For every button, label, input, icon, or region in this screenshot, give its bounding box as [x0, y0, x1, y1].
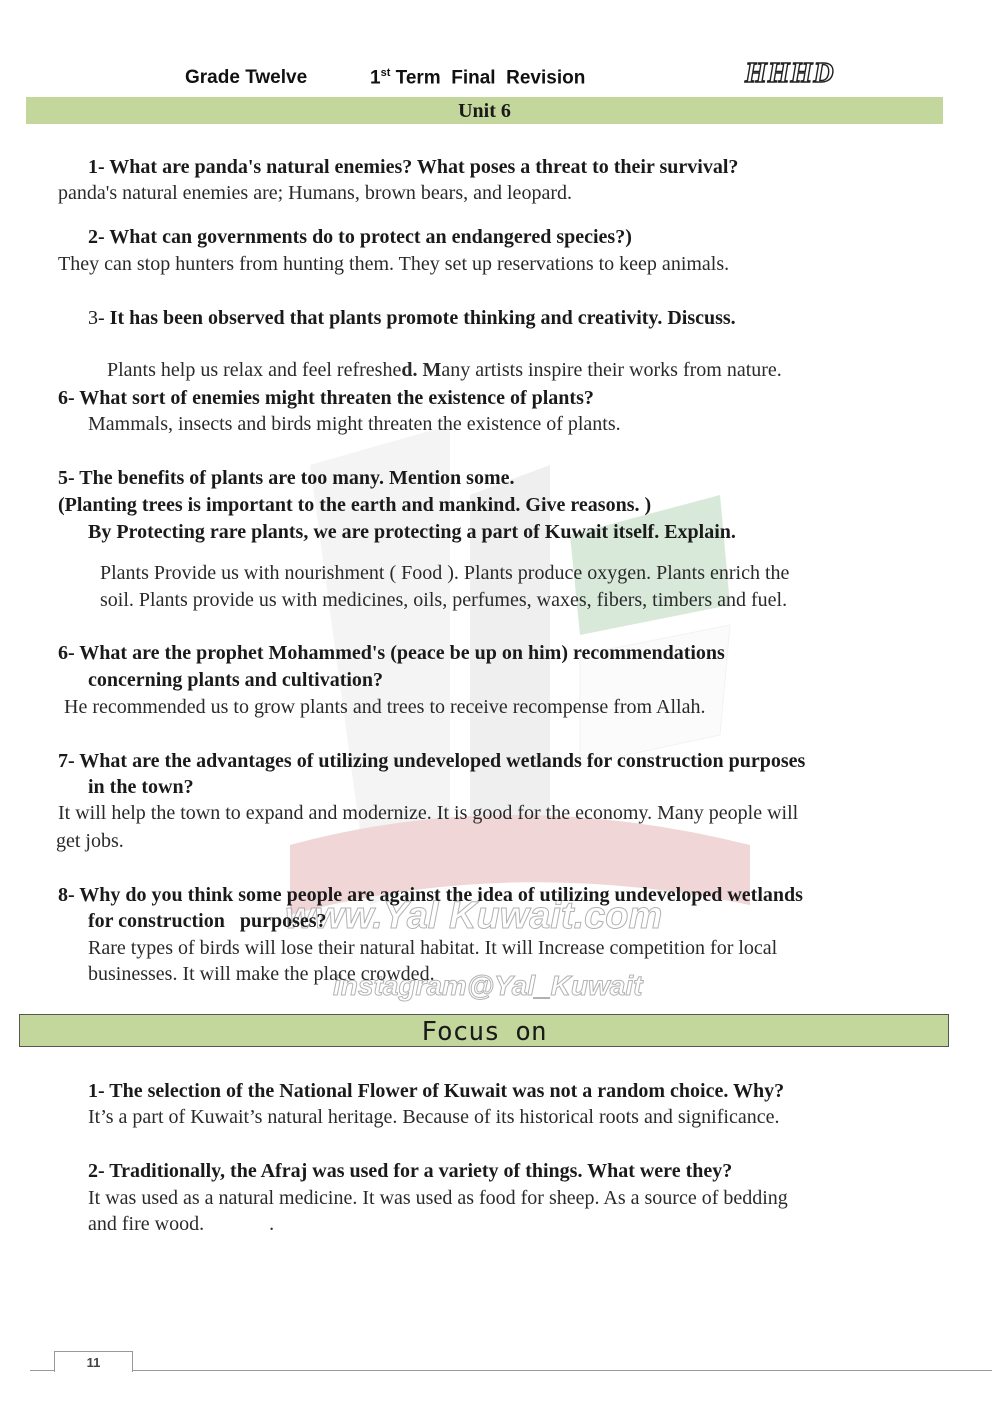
page-number-tab	[54, 1351, 133, 1372]
question-1: 1- What are panda's natural enemies? What poses a threat to their survival?	[88, 156, 739, 178]
answer-3	[92, 331, 782, 383]
answer-6: He recommended us to grow plants and trees to receive recompense from Allah.	[64, 696, 706, 718]
answer-4: Mammals, insects and birds might threaten the existence of plants.	[88, 413, 621, 435]
unit-banner	[26, 97, 943, 124]
focus-answer-2-line-2: and fire wood. .	[88, 1213, 275, 1235]
answer-8-line-1: Rare types of birds will lose their natural habitat. It will Increase competition for local	[88, 937, 778, 959]
term-label: Term Final Revision	[390, 67, 586, 89]
focus-banner	[19, 1014, 949, 1047]
answer-3-part2: d. M	[401, 359, 442, 381]
answer-2: They can stop hunters from hunting them. They set up reservations to keep animals.	[58, 253, 730, 275]
question-5-line-3: By Protecting rare plants, we are protecting a part of Kuwait itself. Explain.	[88, 521, 736, 543]
focus-question-2: 2- Traditionally, the Afraj was used for a variety of things. What were they?	[88, 1160, 733, 1182]
header-grade: Grade Twelve	[185, 67, 308, 88]
focus-title: Focus on	[421, 1017, 547, 1047]
answer-5-line-2: soil. Plants provide us with medicines, oils, perfumes, waxes, fibers, timbers and fuel.	[100, 589, 788, 611]
question-3	[88, 305, 736, 331]
header-logo: HHHD	[745, 58, 835, 89]
focus-question-1: 1- The selection of the National Flower of Kuwait was not a random choice. Why?	[88, 1080, 785, 1102]
term-superscript: st	[380, 67, 391, 79]
question-2: 2- What can governments do to protect an endangered species?)	[88, 226, 632, 248]
page-number: 11	[86, 1355, 101, 1370]
unit-title: Unit 6	[458, 100, 511, 122]
answer-7-line-2: get jobs.	[56, 830, 124, 852]
question-4: 6- What sort of enemies might threaten the existence of plants?	[58, 387, 594, 409]
watermark-url: www.Yal Kuwait.com	[285, 895, 663, 937]
focus-answer-2-line-1: It was used as a natural medicine. It was used as food for sheep. As a source of bedding	[88, 1187, 788, 1209]
header-term	[370, 67, 585, 89]
answer-3-part1: Plants help us relax and feel refreshe	[102, 359, 402, 381]
watermark-instagram: instagram@Yal_Kuwait	[333, 970, 643, 1001]
question-3-number: 3-	[88, 307, 110, 329]
question-5-line-2: (Planting trees is important to the earth and mankind. Give reasons. )	[58, 494, 652, 516]
question-8-line-1: 8- Why do you think some people are against the idea of utilizing undeveloped wetlands	[58, 884, 803, 906]
question-6-line-2: concerning plants and cultivation?	[88, 669, 384, 691]
answer-7-line-1: It will help the town to expand and modernize. It is good for the economy. Many people will	[58, 802, 799, 824]
term-number: 1	[370, 67, 381, 89]
question-3-text: It has been observed that plants promote thinking and creativity. Discuss.	[109, 307, 736, 329]
question-7-line-2: in the town?	[88, 776, 194, 798]
answer-1: panda's natural enemies are; Humans, brown bears, and leopard.	[58, 182, 572, 204]
question-8-line-2: for construction purposes?	[88, 910, 327, 932]
question-5-line-1: 5- The benefits of plants are too many. Mention some.	[58, 467, 515, 489]
footer-divider	[30, 1370, 992, 1371]
question-7-line-1: 7- What are the advantages of utilizing undeveloped wetlands for construction purposes	[58, 750, 806, 772]
answer-5-line-1: Plants Provide us with nourishment ( Food ). Plants produce oxygen. Plants enrich the	[100, 562, 790, 584]
question-6-line-1: 6- What are the prophet Mohammed's (peace be up on him) recommendations	[58, 642, 725, 664]
focus-answer-1: It’s a part of Kuwait’s natural heritage. Because of its historical roots and significance.	[88, 1106, 780, 1128]
answer-8-line-2: businesses. It will make the place crowded.	[88, 963, 435, 985]
answer-3-part3: any artists inspire their works from nature.	[441, 359, 782, 381]
